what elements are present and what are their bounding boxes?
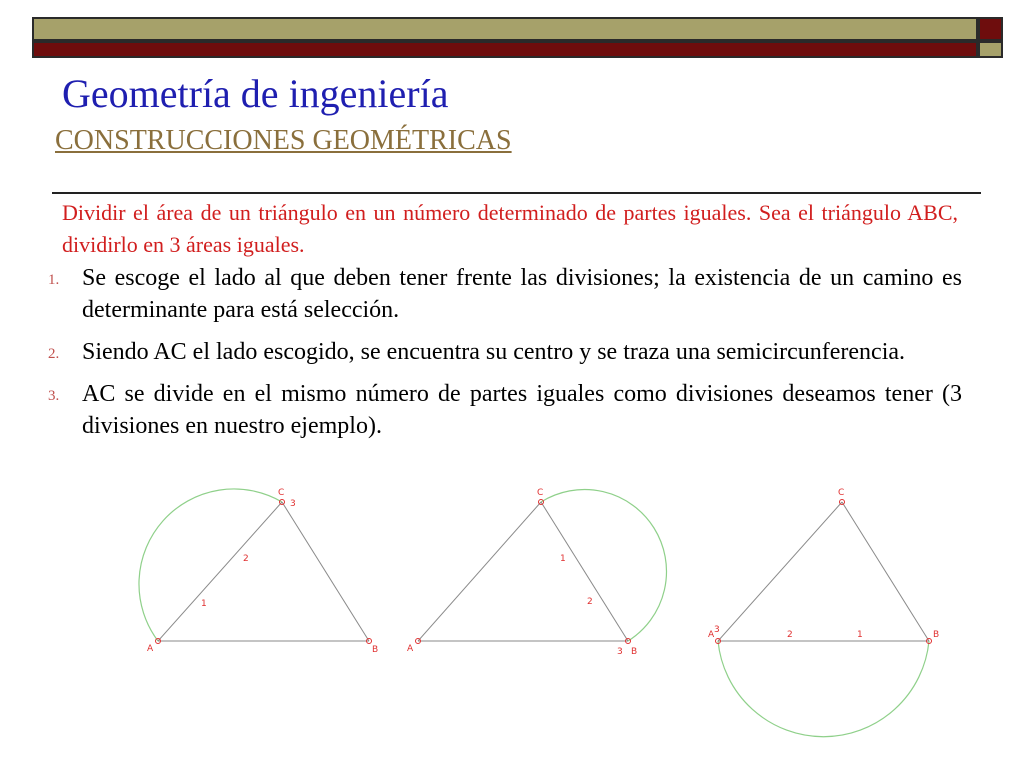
- intro-text: [62, 197, 958, 261]
- fig1-mark-2: 2: [243, 554, 249, 564]
- fig2-mark-2: 2: [587, 597, 593, 607]
- fig2-side-ac: [418, 502, 541, 641]
- step-number: 1.: [48, 272, 60, 288]
- fig2-mark-3: 3: [617, 647, 623, 657]
- fig1-side-ac: [158, 502, 282, 641]
- intro-line-2: Sea el triángulo ABC, dividirlo en 3 áreas iguales.: [62, 200, 959, 257]
- fig2-label-a: A: [407, 644, 414, 654]
- fig1-label-c: C: [278, 488, 285, 498]
- fig2-side-bc: [541, 502, 628, 641]
- step-item: [48, 378, 962, 442]
- fig3-side-bc: [842, 502, 929, 641]
- fig3-semicircle: [718, 641, 929, 737]
- fig2-label-c: C: [537, 488, 544, 498]
- header-bar-bottom: [32, 41, 978, 58]
- slide-subtitle: CONSTRUCCIONES GEOMÉTRICAS: [55, 125, 512, 156]
- step-number: 2.: [48, 346, 60, 362]
- fig1-mark-3: 3: [290, 499, 296, 509]
- fig1-label-b: B: [372, 645, 379, 655]
- fig2-semicircle: [541, 490, 666, 641]
- step-text: Se escoge el lado al que deben tener frente las divisiones; la existencia de un camino es determinante para está selección.: [82, 265, 962, 323]
- fig3-mark-2: 2: [787, 630, 793, 640]
- header-corner-square-bottom: [978, 41, 1003, 58]
- slide-title: Geometría de ingeniería: [62, 71, 449, 116]
- fig3-mark-3: 3: [714, 625, 720, 635]
- fig3-side-ac: [718, 502, 842, 641]
- fig1-side-bc: [282, 502, 369, 641]
- intro-line-1: Dividir el área de un triángulo en un número determinado de partes iguales.: [62, 200, 752, 225]
- header-corner-square-top: [978, 17, 1003, 41]
- fig3-label-a: A: [708, 630, 715, 640]
- step-text: Siendo AC el lado escogido, se encuentra su centro y se traza una semicircunferencia.: [82, 339, 906, 365]
- header-bar-top: [32, 17, 978, 41]
- fig2-label-b: B: [631, 647, 638, 657]
- divider-line: [52, 192, 981, 194]
- step-text: AC se divide en el mismo número de partes iguales como divisiones deseamos tener (3 divisiones en nuestro ejemplo).: [82, 381, 962, 439]
- figure-1-diagram: [120, 470, 390, 670]
- steps-list: [48, 262, 962, 452]
- step-item: [48, 262, 962, 326]
- fig1-mark-1: 1: [201, 599, 207, 609]
- figure-2-diagram: [400, 470, 680, 670]
- fig1-semicircle: [139, 488, 285, 641]
- step-number: 3.: [48, 388, 60, 404]
- figure-3-diagram: [700, 470, 950, 760]
- fig1-label-a: A: [147, 644, 154, 654]
- fig3-label-c: C: [838, 488, 845, 498]
- fig2-mark-1: 1: [560, 554, 566, 564]
- fig3-mark-1: 1: [857, 630, 863, 640]
- step-item: [48, 336, 962, 368]
- fig3-label-b: B: [933, 630, 940, 640]
